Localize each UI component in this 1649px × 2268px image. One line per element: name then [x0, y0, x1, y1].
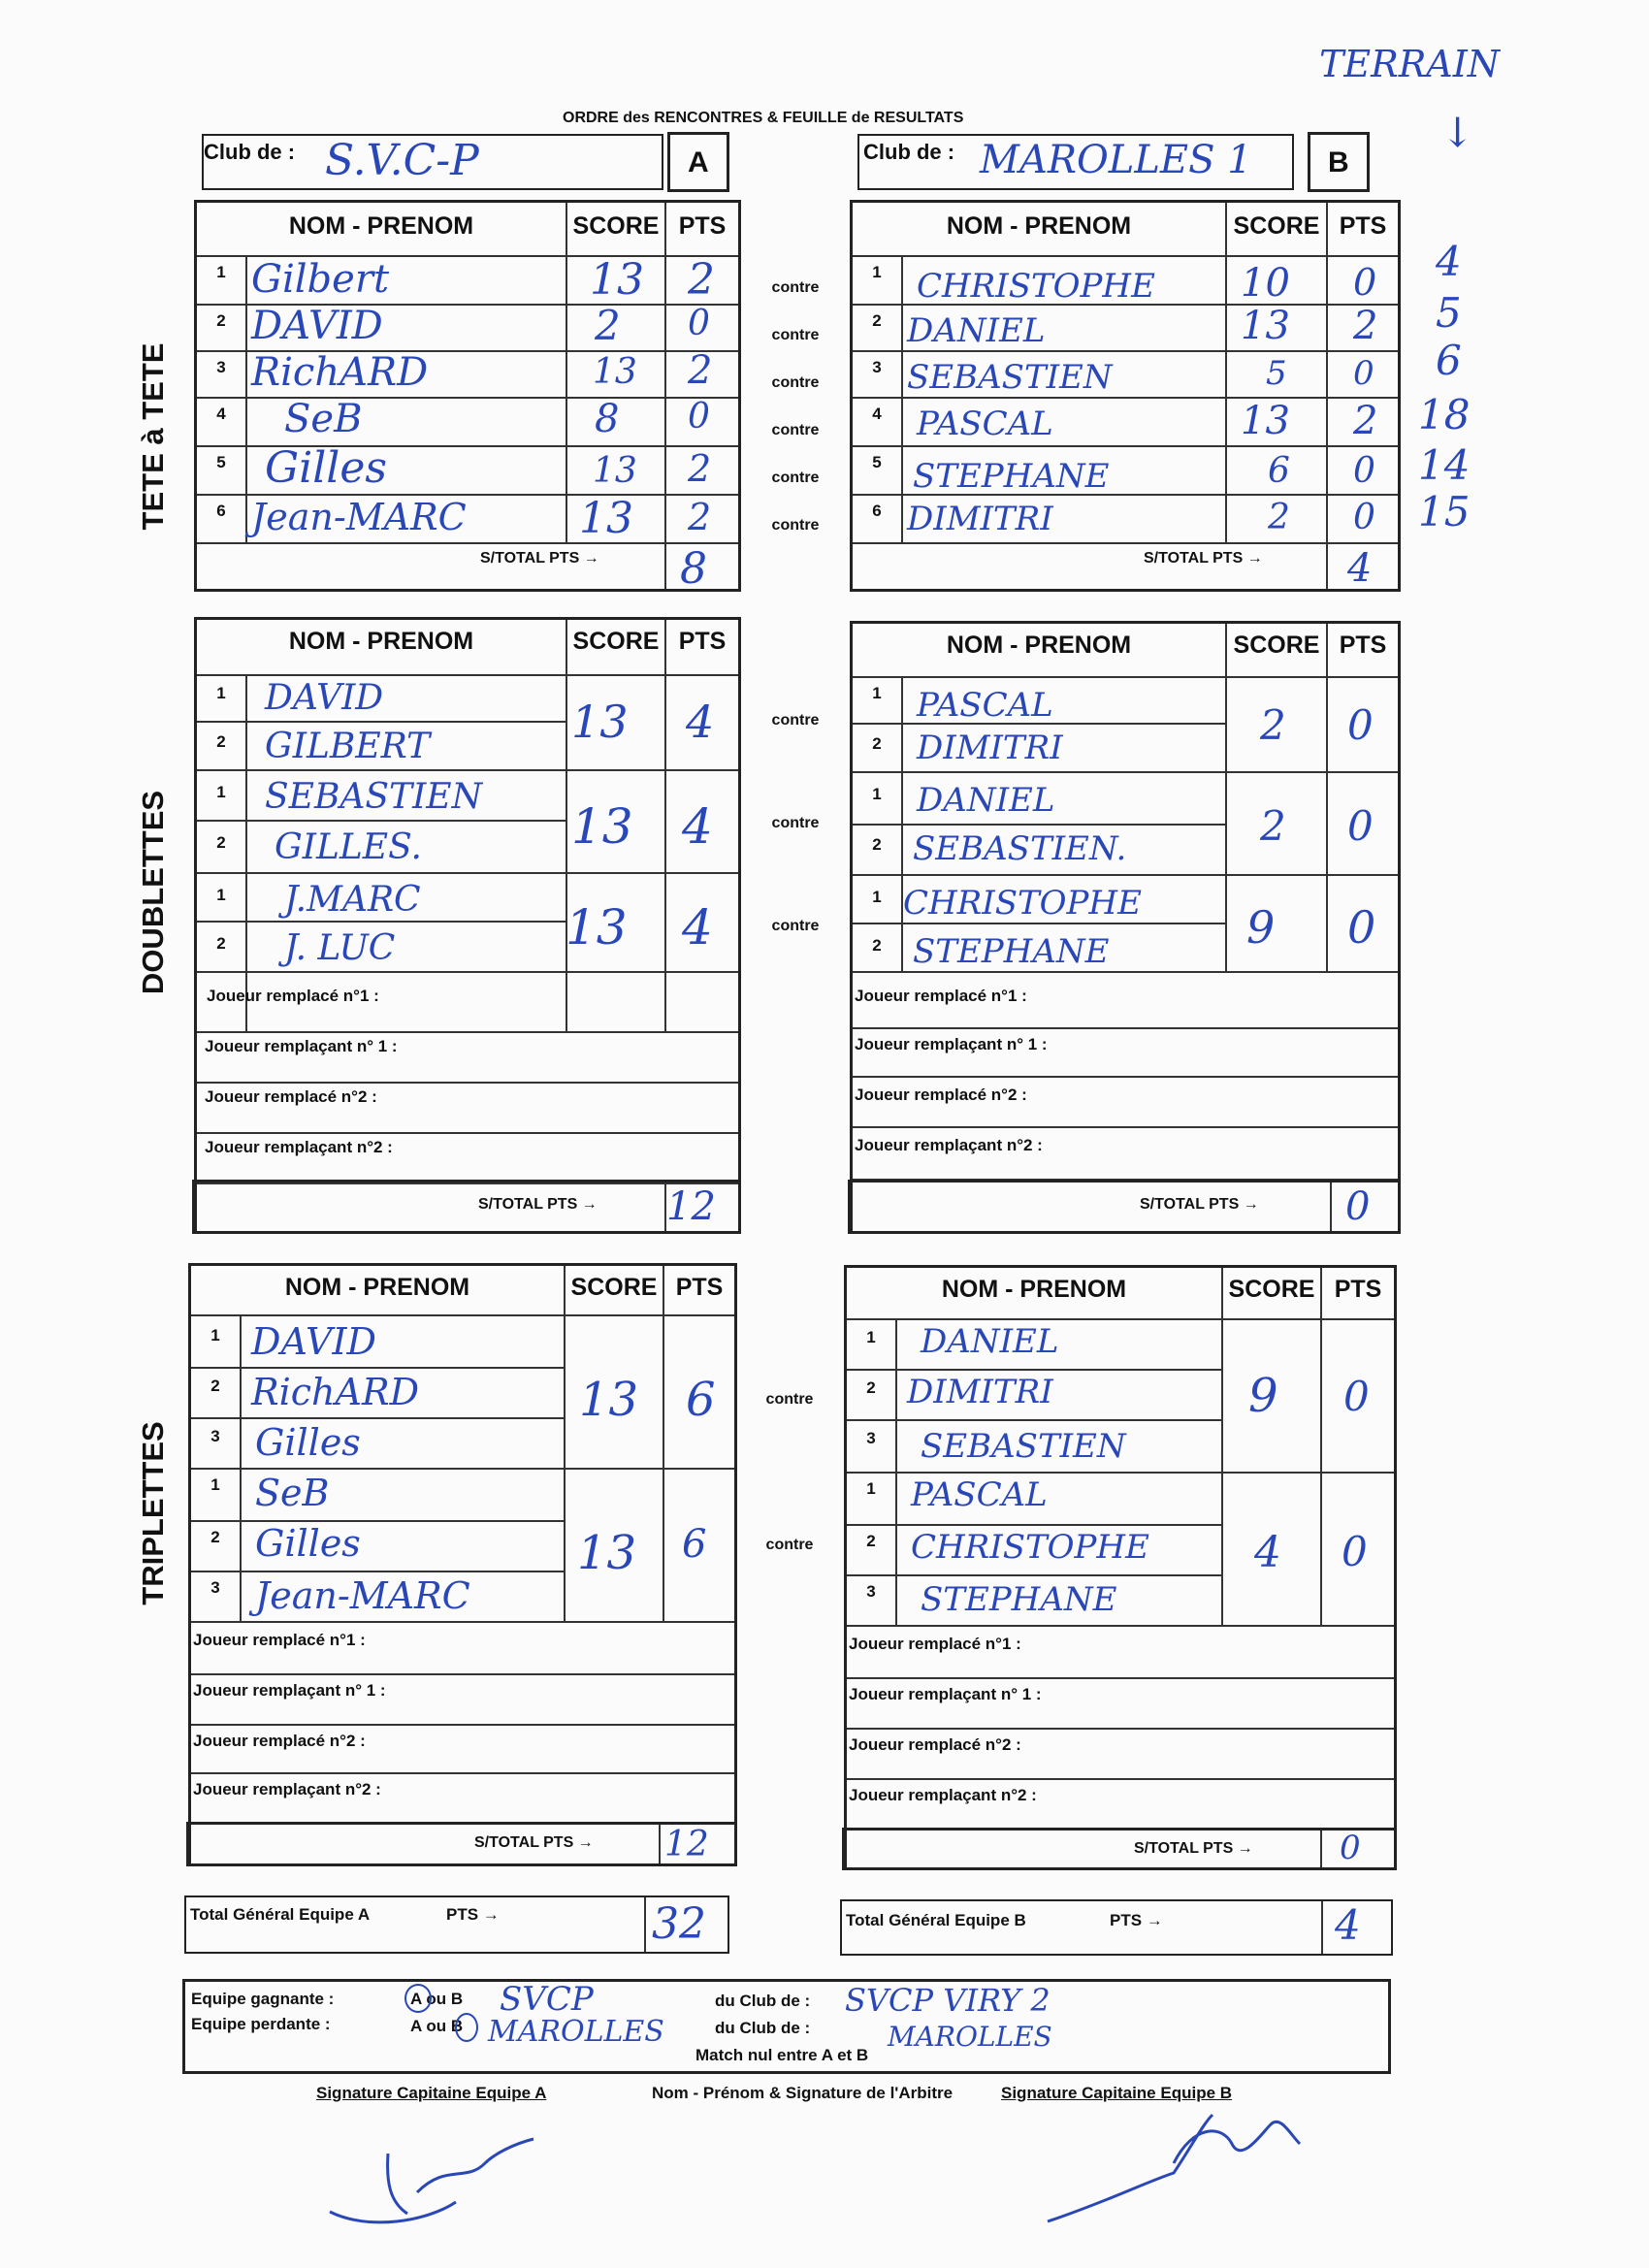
team-pts: 0: [1347, 701, 1374, 749]
team-a-letter: A: [688, 146, 709, 178]
doublettes-b-subtotal-row: [848, 1180, 1401, 1234]
club-b-name: MAROLLES 1: [980, 138, 1252, 182]
row-number: 1: [216, 684, 226, 702]
team-pts: 0: [1342, 1528, 1368, 1575]
player-name: PASCAL: [917, 686, 1053, 725]
terrain-label: TERRAIN: [1319, 43, 1501, 85]
player-pts: 0: [1353, 354, 1374, 393]
row-number: 3: [216, 358, 226, 376]
header-name: NOM - PRENOM: [946, 212, 1132, 240]
contre-label: contre: [771, 712, 820, 729]
row-number: 2: [210, 1528, 220, 1546]
player-name: CHRISTOPHE: [911, 1528, 1149, 1567]
row-number: 1: [210, 1475, 220, 1494]
row-number: 3: [210, 1578, 220, 1597]
header-name: NOM - PRENOM: [946, 632, 1132, 659]
row-number: 6: [216, 502, 226, 520]
loser-circle-mark: [455, 2013, 478, 2042]
team-score: 2: [1260, 802, 1286, 850]
header-name: NOM - PRENOM: [284, 1274, 470, 1301]
result-box: [182, 1979, 1391, 2074]
row-number: 1: [872, 888, 882, 906]
triplettes-a-table: [188, 1263, 737, 1866]
player-name: DIMITRI: [917, 729, 1063, 767]
signature-captain-a-label: Signature Capitaine Equipe A: [316, 2084, 547, 2102]
subtotal-label: S/TOTAL PTS →: [480, 550, 599, 567]
contre-label: contre: [765, 1391, 814, 1408]
team-score: 13: [571, 696, 629, 748]
player-name: DAVID: [265, 678, 384, 718]
player-name: SEBASTIEN: [907, 358, 1113, 397]
terrain-number: 4: [1436, 238, 1462, 285]
replaced-player-2-label: Joueur remplacé n°2 :: [205, 1087, 377, 1106]
header-score: SCORE: [1233, 632, 1320, 659]
club-a-label: Club de :: [204, 140, 296, 164]
player-name: GILBERT: [265, 727, 431, 766]
player-score: 2: [595, 302, 621, 349]
team-score: 4: [1254, 1528, 1281, 1577]
team-pts: 6: [686, 1373, 716, 1427]
row-number: 2: [872, 936, 882, 955]
row-number: 3: [866, 1582, 876, 1601]
tete-a-table: [194, 200, 741, 592]
row-number: 3: [872, 358, 882, 376]
winner-club-name: SVCP VIRY 2: [845, 1982, 1051, 2019]
player-name: SEBASTIEN: [921, 1427, 1126, 1466]
sheet-title: ORDRE des RENCONTRES & FEUILLE de RESULTATS: [563, 110, 964, 126]
player-score: 2: [1268, 498, 1290, 537]
player-name: SeB: [255, 1472, 330, 1514]
contre-label: contre: [765, 1537, 814, 1553]
contre-label: contre: [771, 470, 820, 486]
section-label-doublettes: DOUBLETTES: [136, 790, 170, 995]
header-name: NOM - PRENOM: [288, 628, 474, 655]
section-label-triplettes: TRIPLETTES: [136, 1421, 170, 1605]
row-number: 5: [872, 453, 882, 471]
header-pts: PTS: [678, 212, 727, 240]
substitute-player-2-label: Joueur remplaçant n°2 :: [849, 1786, 1037, 1804]
player-pts: 2: [688, 348, 713, 393]
row-number: 2: [872, 734, 882, 753]
subtotal-value-doublettes-a: 12: [666, 1184, 716, 1229]
player-name: PASCAL: [911, 1475, 1048, 1514]
player-name: Jean-MARC: [255, 1574, 470, 1617]
player-pts: 0: [688, 397, 710, 437]
subtotal-label: S/TOTAL PTS →: [1144, 550, 1263, 567]
row-number: 2: [216, 934, 226, 953]
doublettes-b-table: [850, 621, 1401, 1234]
draw-label: Match nul entre A et B: [695, 2046, 869, 2064]
substitute-player-2-label: Joueur remplaçant n°2 :: [855, 1136, 1043, 1154]
player-name: SEBASTIEN.: [913, 829, 1127, 868]
subtotal-label: S/TOTAL PTS →: [1140, 1196, 1259, 1213]
winner-a-ou-b: A ou B: [410, 1990, 464, 2008]
row-number: 5: [216, 453, 226, 471]
row-number: 2: [216, 311, 226, 330]
team-score: 13: [579, 1373, 639, 1427]
player-name: DANIEL: [907, 311, 1046, 350]
replaced-player-1-label: Joueur remplacé n°1 :: [849, 1635, 1021, 1653]
doublettes-a-table: [194, 617, 741, 1234]
player-pts: 0: [688, 304, 710, 343]
total-b-pts-label: PTS →: [1110, 1911, 1163, 1929]
row-number: 3: [210, 1427, 220, 1445]
player-name: Gilbert: [251, 257, 390, 302]
total-a-box: [184, 1895, 729, 1954]
player-name: CHRISTOPHE: [903, 884, 1142, 923]
contre-label: contre: [771, 918, 820, 934]
loser-team-name: MAROLLES: [488, 2015, 664, 2049]
total-a-label: Total Général Equipe A: [190, 1905, 371, 1924]
row-number: 3: [866, 1429, 876, 1447]
player-name: DAVID: [251, 1320, 376, 1363]
terrain-number: 18: [1418, 391, 1471, 438]
replaced-player-2-label: Joueur remplacé n°2 :: [855, 1085, 1027, 1104]
captain-a-signature-scribble: [310, 2124, 563, 2241]
header-name: NOM - PRENOM: [941, 1276, 1127, 1303]
row-number: 1: [872, 785, 882, 803]
player-name: DAVID: [251, 304, 383, 348]
row-number: 2: [872, 311, 882, 330]
player-score: 13: [579, 494, 633, 543]
replaced-player-1-label: Joueur remplacé n°1 :: [193, 1631, 366, 1649]
header-score: SCORE: [572, 212, 660, 240]
team-pts: 4: [682, 899, 713, 956]
substitute-player-2-label: Joueur remplaçant n°2 :: [193, 1780, 381, 1798]
terrain-number: 14: [1418, 441, 1471, 489]
player-score: 8: [595, 397, 620, 441]
triplettes-a-subtotal-row: [186, 1822, 737, 1866]
team-pts: 0: [1347, 901, 1376, 954]
subtotal-value-tete-b: 4: [1347, 546, 1373, 591]
signature-captain-b-label: Signature Capitaine Equipe B: [1001, 2084, 1233, 2102]
section-label-tete: TETE à TETE: [136, 342, 170, 531]
captain-b-signature-scribble: [1028, 2086, 1319, 2241]
row-number: 4: [872, 405, 882, 423]
player-name: SeB: [284, 397, 363, 441]
substitute-player-1-label: Joueur remplaçant n° 1 :: [193, 1681, 386, 1700]
player-name: SEBASTIEN: [265, 777, 483, 817]
player-score: 13: [593, 451, 637, 491]
contre-label: contre: [771, 374, 820, 391]
winner-team-name: SVCP: [500, 1980, 594, 2019]
player-score: 13: [593, 352, 637, 392]
player-pts: 2: [688, 496, 712, 538]
total-a-value: 32: [652, 1899, 706, 1949]
player-score: 13: [1241, 399, 1290, 443]
row-number: 1: [866, 1328, 876, 1346]
player-pts: 2: [688, 255, 715, 305]
subtotal-label: S/TOTAL PTS →: [1134, 1840, 1253, 1857]
row-number: 1: [216, 886, 226, 904]
terrain-number: 15: [1418, 488, 1471, 535]
club-a-name: S.V.C-P: [325, 136, 479, 185]
player-name: Jean-MARC: [251, 496, 467, 538]
loser-club-label: du Club de :: [715, 2019, 811, 2037]
row-number: 4: [216, 405, 226, 423]
player-name: STEPHANE: [921, 1580, 1117, 1619]
loser-club-name: MAROLLES: [888, 2021, 1052, 2053]
header-score: SCORE: [1228, 1276, 1315, 1303]
contre-label: contre: [771, 279, 820, 296]
header-pts: PTS: [1339, 632, 1387, 659]
team-pts: 4: [682, 798, 713, 855]
triplettes-b-table: [844, 1265, 1397, 1870]
subtotal-value-triplettes-a: 12: [664, 1825, 709, 1864]
subtotal-label: S/TOTAL PTS →: [478, 1196, 598, 1213]
player-name: CHRISTOPHE: [917, 267, 1155, 306]
player-name: J. LUC: [284, 928, 396, 968]
header-pts: PTS: [1334, 1276, 1382, 1303]
total-b-value: 4: [1335, 1901, 1361, 1949]
player-name: STEPHANE: [913, 932, 1110, 971]
contre-label: contre: [771, 327, 820, 343]
substitute-player-1-label: Joueur remplaçant n° 1 :: [855, 1035, 1048, 1053]
total-b-box: [840, 1899, 1393, 1956]
team-pts: 6: [682, 1522, 707, 1567]
header-pts: PTS: [675, 1274, 724, 1301]
player-score: 5: [1266, 354, 1287, 393]
row-number: 2: [216, 833, 226, 852]
row-number: 2: [210, 1377, 220, 1395]
terrain-arrow-icon: ↓: [1440, 109, 1475, 156]
club-b-label: Club de :: [863, 140, 955, 164]
player-name: DANIEL: [917, 781, 1055, 820]
total-b-label: Total Général Equipe B: [846, 1911, 1026, 1929]
loser-label: Equipe perdante :: [191, 2015, 331, 2033]
contre-label: contre: [771, 815, 820, 831]
header-score: SCORE: [572, 628, 660, 655]
row-number: 1: [216, 263, 226, 281]
terrain-number: 6: [1436, 337, 1462, 384]
row-number: 1: [872, 684, 882, 702]
player-name: STEPHANE: [913, 457, 1110, 496]
team-b-letter: B: [1328, 146, 1349, 178]
team-score: 9: [1246, 901, 1276, 954]
row-number: 1: [216, 783, 226, 801]
team-a-letter-box: [667, 132, 729, 192]
team-pts: 0: [1347, 802, 1374, 850]
row-number: 2: [866, 1378, 876, 1397]
team-score: 13: [571, 798, 633, 855]
player-pts: 2: [688, 447, 712, 490]
player-name: DANIEL: [921, 1322, 1059, 1361]
substitute-player-1-label: Joueur remplaçant n° 1 :: [849, 1685, 1042, 1703]
row-number: 1: [866, 1479, 876, 1498]
subtotal-value-triplettes-b: 0: [1340, 1829, 1361, 1867]
player-pts: 2: [1353, 304, 1378, 348]
row-number: 1: [210, 1326, 220, 1345]
header-pts: PTS: [678, 628, 727, 655]
team-score: 13: [566, 899, 628, 956]
club-a-box: [202, 134, 663, 190]
player-pts: 2: [1353, 399, 1378, 443]
winner-label: Equipe gagnante :: [191, 1990, 335, 2008]
row-number: 2: [216, 732, 226, 751]
player-name: Gilles: [255, 1522, 361, 1565]
team-score: 9: [1248, 1369, 1278, 1423]
contre-label: contre: [771, 517, 820, 534]
player-name: Gilles: [255, 1421, 361, 1464]
team-pts: 4: [686, 696, 715, 748]
triplettes-b-subtotal-row: [842, 1828, 1397, 1870]
player-pts: 0: [1353, 261, 1377, 304]
row-number: 6: [872, 502, 882, 520]
player-name: Gilles: [265, 443, 387, 493]
loser-a-ou-b: A ou B: [410, 2017, 464, 2035]
team-score: 2: [1260, 701, 1286, 749]
contre-label: contre: [771, 422, 820, 438]
player-score: 10: [1241, 261, 1290, 306]
player-name: RichARD: [251, 350, 429, 395]
team-pts: 0: [1343, 1373, 1370, 1420]
replaced-player-2-label: Joueur remplacé n°2 :: [849, 1735, 1021, 1754]
team-b-letter-box: [1308, 132, 1370, 192]
row-number: 2: [872, 835, 882, 854]
replaced-player-1-label: Joueur remplacé n°1 :: [855, 987, 1027, 1005]
winner-circle-mark: [404, 1984, 432, 2013]
player-pts: 0: [1353, 498, 1375, 537]
subtotal-value-doublettes-b: 0: [1345, 1184, 1371, 1229]
header-pts: PTS: [1339, 212, 1387, 240]
player-name: DIMITRI: [907, 1373, 1053, 1411]
player-name: J.MARC: [284, 880, 421, 920]
total-a-pts-label: PTS →: [446, 1905, 500, 1924]
player-name: PASCAL: [917, 405, 1053, 443]
tete-b-table: [850, 200, 1401, 592]
header-score: SCORE: [1233, 212, 1320, 240]
header-name: NOM - PRENOM: [288, 212, 474, 240]
player-pts: 0: [1353, 451, 1375, 491]
referee-signature-label: Nom - Prénom & Signature de l'Arbitre: [652, 2084, 954, 2102]
player-name: DIMITRI: [907, 500, 1053, 538]
replaced-player-2-label: Joueur remplacé n°2 :: [193, 1732, 366, 1750]
substitute-player-2-label: Joueur remplaçant n°2 :: [205, 1138, 393, 1156]
team-score: 13: [577, 1526, 637, 1580]
row-number: 2: [866, 1532, 876, 1550]
subtotal-value-tete-a: 8: [680, 544, 707, 594]
player-score: 13: [590, 255, 644, 305]
player-score: 13: [1241, 304, 1290, 348]
row-number: 1: [872, 263, 882, 281]
player-name: GILLES.: [275, 827, 422, 867]
header-score: SCORE: [570, 1274, 658, 1301]
winner-club-label: du Club de :: [715, 1992, 811, 2010]
subtotal-label: S/TOTAL PTS →: [474, 1834, 594, 1851]
doublettes-a-subtotal-row: [192, 1180, 741, 1234]
terrain-number: 5: [1436, 289, 1462, 337]
club-b-box: [857, 134, 1294, 190]
player-name: RichARD: [251, 1371, 420, 1413]
player-score: 6: [1268, 451, 1290, 491]
replaced-player-1-label: Joueur remplacé n°1 :: [207, 987, 379, 1005]
substitute-player-1-label: Joueur remplaçant n° 1 :: [205, 1037, 398, 1055]
